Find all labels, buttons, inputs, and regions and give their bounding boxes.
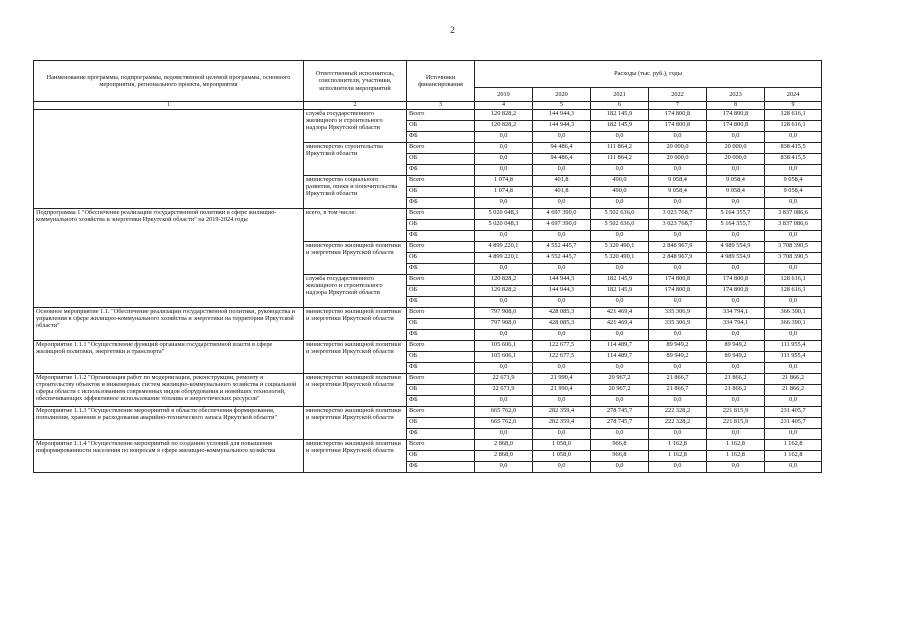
value-cell-2021: 111 864,2 <box>591 143 649 154</box>
value-cell-2024: 128 616,1 <box>765 110 822 121</box>
table-body <box>34 110 822 473</box>
value-cell-2019: 665 762,0 <box>475 418 533 429</box>
header-year: 2021 <box>591 88 649 102</box>
value-cell-2024: 128 616,1 <box>765 275 822 286</box>
value-cell-2021: 0,0 <box>591 297 649 308</box>
value-cell-2022: 174 800,8 <box>649 121 707 132</box>
value-cell-2022: 0,0 <box>649 264 707 275</box>
header-year: 2024 <box>765 88 822 102</box>
value-cell-2024: 111 955,4 <box>765 341 822 352</box>
value-cell-2019: 4 899 220,1 <box>475 253 533 264</box>
table-row <box>34 407 822 418</box>
value-cell-2021: 0,0 <box>591 429 649 440</box>
value-cell-2023: 9 058,4 <box>707 176 765 187</box>
value-cell-2022: 89 949,2 <box>649 352 707 363</box>
value-cell-2023: 0,0 <box>707 330 765 341</box>
value-cell-2023: 0,0 <box>707 198 765 209</box>
value-cell-2019: 1 074,8 <box>475 187 533 198</box>
value-cell-2019: 797 908,0 <box>475 319 533 330</box>
value-cell-2023: 334 794,1 <box>707 319 765 330</box>
value-cell-2024: 3 708 390,5 <box>765 253 822 264</box>
value-cell-2024: 3 837 086,6 <box>765 209 822 220</box>
value-cell-2020: 144 944,3 <box>533 275 591 286</box>
value-cell-2020: 94 486,4 <box>533 143 591 154</box>
page-number: 2 <box>450 25 455 35</box>
value-cell-2023: 4 989 554,9 <box>707 242 765 253</box>
value-cell-2023: 0,0 <box>707 429 765 440</box>
funding-source-cell: ОБ <box>407 220 475 231</box>
value-cell-2021: 421 469,4 <box>591 319 649 330</box>
value-cell-2021: 182 145,9 <box>591 286 649 297</box>
value-cell-2021: 5 320 490,1 <box>591 242 649 253</box>
value-cell-2020: 0,0 <box>533 297 591 308</box>
value-cell-2019: 5 020 048,3 <box>475 209 533 220</box>
value-cell-2021: 111 864,2 <box>591 154 649 165</box>
value-cell-2023: 20 000,0 <box>707 143 765 154</box>
executor-cell: министерство строительства Иркутской области <box>304 143 407 176</box>
value-cell-2019: 797 908,0 <box>475 308 533 319</box>
value-cell-2021: 182 145,9 <box>591 275 649 286</box>
value-cell-2022: 0,0 <box>649 231 707 242</box>
value-cell-2024: 128 616,1 <box>765 286 822 297</box>
column-number: 7 <box>649 102 707 110</box>
value-cell-2020: 4 552 445,7 <box>533 242 591 253</box>
funding-source-cell: ОБ <box>407 418 475 429</box>
funding-source-cell: Всего <box>407 341 475 352</box>
value-cell-2022: 20 000,0 <box>649 154 707 165</box>
funding-source-cell: Всего <box>407 308 475 319</box>
value-cell-2024: 128 616,1 <box>765 121 822 132</box>
funding-source-cell: Всего <box>407 275 475 286</box>
executor-cell: министерство жилищной политики и энергетики Иркутской области <box>304 341 407 374</box>
value-cell-2023: 0,0 <box>707 396 765 407</box>
value-cell-2019: 0,0 <box>475 143 533 154</box>
value-cell-2020: 1 058,0 <box>533 440 591 451</box>
value-cell-2020: 0,0 <box>533 396 591 407</box>
value-cell-2024: 9 058,4 <box>765 187 822 198</box>
value-cell-2020: 21 990,4 <box>533 385 591 396</box>
value-cell-2019: 5 020 048,3 <box>475 220 533 231</box>
value-cell-2021: 0,0 <box>591 165 649 176</box>
value-cell-2022: 0,0 <box>649 132 707 143</box>
value-cell-2023: 221 815,9 <box>707 418 765 429</box>
value-cell-2024: 366 390,1 <box>765 319 822 330</box>
value-cell-2024: 366 390,1 <box>765 308 822 319</box>
value-cell-2024: 3 708 390,5 <box>765 242 822 253</box>
value-cell-2019: 22 671,9 <box>475 385 533 396</box>
value-cell-2021: 20 967,2 <box>591 385 649 396</box>
value-cell-2019: 105 606,1 <box>475 352 533 363</box>
funding-source-cell: ФБ <box>407 363 475 374</box>
value-cell-2020: 0,0 <box>533 429 591 440</box>
value-cell-2023: 174 800,8 <box>707 275 765 286</box>
value-cell-2022: 222 328,2 <box>649 407 707 418</box>
table-header <box>34 61 822 110</box>
value-cell-2022: 9 058,4 <box>649 187 707 198</box>
value-cell-2024: 838 415,5 <box>765 143 822 154</box>
value-cell-2021: 0,0 <box>591 462 649 473</box>
header-name: Наименование программы, подпрограммы, ведомственной целевой программы, основного мероприятия, регионального проекта, мероприятия <box>34 61 304 102</box>
funding-source-cell: ОБ <box>407 253 475 264</box>
funding-source-cell: ФБ <box>407 297 475 308</box>
value-cell-2021: 114 489,7 <box>591 352 649 363</box>
value-cell-2019: 665 762,0 <box>475 407 533 418</box>
value-cell-2019: 120 828,2 <box>475 286 533 297</box>
value-cell-2023: 0,0 <box>707 132 765 143</box>
value-cell-2023: 0,0 <box>707 231 765 242</box>
value-cell-2024: 1 162,8 <box>765 451 822 462</box>
value-cell-2023: 5 164 355,7 <box>707 209 765 220</box>
value-cell-2019: 120 828,2 <box>475 121 533 132</box>
funding-source-cell: Всего <box>407 110 475 121</box>
header-year: 2022 <box>649 88 707 102</box>
budget-table <box>33 60 822 473</box>
value-cell-2023: 174 800,8 <box>707 286 765 297</box>
value-cell-2022: 89 949,2 <box>649 341 707 352</box>
funding-source-cell: Всего <box>407 209 475 220</box>
value-cell-2019: 120 828,2 <box>475 275 533 286</box>
value-cell-2021: 0,0 <box>591 132 649 143</box>
value-cell-2023: 21 866,2 <box>707 374 765 385</box>
funding-source-cell: Всего <box>407 143 475 154</box>
value-cell-2024: 111 955,4 <box>765 352 822 363</box>
value-cell-2024: 0,0 <box>765 231 822 242</box>
value-cell-2020: 401,8 <box>533 176 591 187</box>
value-cell-2021: 278 745,7 <box>591 407 649 418</box>
value-cell-2023: 89 949,2 <box>707 341 765 352</box>
executor-cell: министерство жилищной политики и энергетики Иркутской области <box>304 242 407 275</box>
value-cell-2020: 428 085,3 <box>533 308 591 319</box>
value-cell-2023: 0,0 <box>707 165 765 176</box>
value-cell-2020: 282 359,4 <box>533 418 591 429</box>
column-number: 6 <box>591 102 649 110</box>
table-row <box>34 341 822 352</box>
value-cell-2019: 0,0 <box>475 165 533 176</box>
table-row <box>34 374 822 385</box>
funding-source-cell: ФБ <box>407 231 475 242</box>
value-cell-2020: 4 697 390,0 <box>533 220 591 231</box>
value-cell-2022: 0,0 <box>649 297 707 308</box>
value-cell-2022: 335 306,9 <box>649 319 707 330</box>
column-number: 4 <box>475 102 533 110</box>
value-cell-2021: 0,0 <box>591 363 649 374</box>
value-cell-2024: 231 405,7 <box>765 418 822 429</box>
header-executor: Ответственный исполнитель, соисполнители, участники, исполнители мероприятий <box>304 61 407 102</box>
value-cell-2023: 9 058,4 <box>707 187 765 198</box>
funding-source-cell: ФБ <box>407 396 475 407</box>
value-cell-2022: 3 023 768,7 <box>649 220 707 231</box>
value-cell-2019: 0,0 <box>475 198 533 209</box>
value-cell-2023: 4 989 554,9 <box>707 253 765 264</box>
value-cell-2020: 0,0 <box>533 264 591 275</box>
value-cell-2024: 0,0 <box>765 396 822 407</box>
value-cell-2022: 174 800,8 <box>649 110 707 121</box>
value-cell-2024: 0,0 <box>765 462 822 473</box>
value-cell-2024: 0,0 <box>765 429 822 440</box>
value-cell-2024: 0,0 <box>765 297 822 308</box>
value-cell-2021: 5 502 636,0 <box>591 209 649 220</box>
value-cell-2020: 122 677,5 <box>533 341 591 352</box>
funding-source-cell: ФБ <box>407 132 475 143</box>
executor-cell: всего, в том числе: <box>304 209 407 242</box>
value-cell-2023: 334 794,1 <box>707 308 765 319</box>
value-cell-2022: 0,0 <box>649 363 707 374</box>
value-cell-2022: 174 800,8 <box>649 275 707 286</box>
value-cell-2021: 490,0 <box>591 176 649 187</box>
value-cell-2022: 9 058,4 <box>649 176 707 187</box>
value-cell-2022: 0,0 <box>649 198 707 209</box>
program-name-cell: Мероприятие 1.1.2 "Организация работ по модернизации, реконструкции, ремонту и строительству объектов и инженерных систем жилищно-коммунального хозяйства и социальной сферы области с использованием современных видов оборудования и новейших технологий, обеспечивающих эффективное использование топлива и энергетических ресурсов" <box>34 374 304 407</box>
column-number: 2 <box>304 102 407 110</box>
executor-cell: министерство жилищной политики и энергетики Иркутской области <box>304 308 407 341</box>
value-cell-2021: 490,0 <box>591 187 649 198</box>
table-row <box>34 110 822 121</box>
column-number: 9 <box>765 102 822 110</box>
value-cell-2024: 9 058,4 <box>765 176 822 187</box>
funding-source-cell: ОБ <box>407 319 475 330</box>
value-cell-2024: 0,0 <box>765 132 822 143</box>
value-cell-2023: 221 815,9 <box>707 407 765 418</box>
table-row <box>34 308 822 319</box>
value-cell-2023: 20 000,0 <box>707 154 765 165</box>
value-cell-2021: 20 967,2 <box>591 374 649 385</box>
column-number: 1 <box>34 102 304 110</box>
value-cell-2024: 231 405,7 <box>765 407 822 418</box>
value-cell-2021: 182 145,9 <box>591 110 649 121</box>
value-cell-2022: 2 848 967,9 <box>649 242 707 253</box>
value-cell-2022: 21 866,7 <box>649 374 707 385</box>
value-cell-2020: 0,0 <box>533 363 591 374</box>
value-cell-2022: 0,0 <box>649 165 707 176</box>
value-cell-2021: 0,0 <box>591 264 649 275</box>
value-cell-2023: 0,0 <box>707 264 765 275</box>
value-cell-2019: 0,0 <box>475 132 533 143</box>
funding-source-cell: ФБ <box>407 429 475 440</box>
value-cell-2019: 0,0 <box>475 330 533 341</box>
value-cell-2022: 222 328,2 <box>649 418 707 429</box>
value-cell-2022: 0,0 <box>649 330 707 341</box>
value-cell-2023: 1 162,8 <box>707 440 765 451</box>
value-cell-2022: 0,0 <box>649 462 707 473</box>
funding-source-cell: Всего <box>407 407 475 418</box>
value-cell-2019: 2 868,0 <box>475 440 533 451</box>
value-cell-2022: 0,0 <box>649 429 707 440</box>
value-cell-2024: 0,0 <box>765 363 822 374</box>
value-cell-2019: 0,0 <box>475 396 533 407</box>
value-cell-2021: 0,0 <box>591 231 649 242</box>
header-year: 2023 <box>707 88 765 102</box>
program-name-cell: Мероприятие 1.1.3 "Осуществление мероприятий в области обеспечения формирования, пополнения, хранения и расходования аварийно-технического запаса Иркутской области" <box>34 407 304 440</box>
value-cell-2023: 1 162,8 <box>707 451 765 462</box>
value-cell-2020: 1 058,0 <box>533 451 591 462</box>
value-cell-2023: 21 866,2 <box>707 385 765 396</box>
value-cell-2020: 401,8 <box>533 187 591 198</box>
value-cell-2021: 0,0 <box>591 330 649 341</box>
value-cell-2024: 0,0 <box>765 165 822 176</box>
funding-source-cell: ОБ <box>407 121 475 132</box>
funding-source-cell: ФБ <box>407 165 475 176</box>
value-cell-2022: 1 162,8 <box>649 440 707 451</box>
value-cell-2019: 22 671,9 <box>475 374 533 385</box>
value-cell-2022: 174 800,8 <box>649 286 707 297</box>
funding-source-cell: ФБ <box>407 198 475 209</box>
value-cell-2019: 1 074,8 <box>475 176 533 187</box>
table-row <box>34 440 822 451</box>
value-cell-2022: 335 306,9 <box>649 308 707 319</box>
column-number: 8 <box>707 102 765 110</box>
value-cell-2020: 282 359,4 <box>533 407 591 418</box>
value-cell-2022: 21 866,7 <box>649 385 707 396</box>
funding-source-cell: ФБ <box>407 264 475 275</box>
funding-source-cell: ОБ <box>407 385 475 396</box>
value-cell-2022: 2 848 967,9 <box>649 253 707 264</box>
funding-source-cell: ОБ <box>407 352 475 363</box>
funding-source-cell: ОБ <box>407 286 475 297</box>
value-cell-2024: 21 866,2 <box>765 385 822 396</box>
funding-source-cell: ОБ <box>407 187 475 198</box>
table-row <box>34 209 822 220</box>
value-cell-2020: 21 990,4 <box>533 374 591 385</box>
value-cell-2019: 0,0 <box>475 154 533 165</box>
value-cell-2021: 0,0 <box>591 198 649 209</box>
value-cell-2024: 0,0 <box>765 264 822 275</box>
executor-cell: министерство жилищной политики и энергетики Иркутской области <box>304 374 407 407</box>
value-cell-2019: 4 899 220,1 <box>475 242 533 253</box>
value-cell-2021: 278 745,7 <box>591 418 649 429</box>
value-cell-2022: 3 023 768,7 <box>649 209 707 220</box>
value-cell-2021: 966,8 <box>591 451 649 462</box>
value-cell-2019: 2 868,0 <box>475 451 533 462</box>
value-cell-2021: 5 320 490,1 <box>591 253 649 264</box>
program-name-cell: Основное мероприятие 1.1. "Обеспечение реализации государственной политики, руководства и управления в сфере жилищно-коммунального хозяйства и энергетики на территории Иркутской области" <box>34 308 304 341</box>
value-cell-2020: 428 085,3 <box>533 319 591 330</box>
value-cell-2019: 0,0 <box>475 363 533 374</box>
value-cell-2020: 4 552 445,7 <box>533 253 591 264</box>
funding-source-cell: Всего <box>407 440 475 451</box>
funding-source-cell: ФБ <box>407 330 475 341</box>
header-year: 2019 <box>475 88 533 102</box>
value-cell-2023: 89 949,2 <box>707 352 765 363</box>
value-cell-2023: 174 800,8 <box>707 121 765 132</box>
funding-source-cell: Всего <box>407 242 475 253</box>
value-cell-2023: 5 164 355,7 <box>707 220 765 231</box>
executor-cell: министерство жилищной политики и энергетики Иркутской области <box>304 440 407 473</box>
funding-source-cell: ФБ <box>407 462 475 473</box>
value-cell-2022: 1 162,8 <box>649 451 707 462</box>
value-cell-2024: 21 866,2 <box>765 374 822 385</box>
funding-source-cell: ОБ <box>407 154 475 165</box>
column-number: 3 <box>407 102 475 110</box>
value-cell-2021: 182 145,9 <box>591 121 649 132</box>
value-cell-2020: 0,0 <box>533 462 591 473</box>
value-cell-2020: 0,0 <box>533 330 591 341</box>
funding-source-cell: Всего <box>407 176 475 187</box>
value-cell-2020: 0,0 <box>533 132 591 143</box>
value-cell-2019: 120 828,2 <box>475 110 533 121</box>
value-cell-2020: 0,0 <box>533 165 591 176</box>
value-cell-2020: 122 677,5 <box>533 352 591 363</box>
value-cell-2023: 0,0 <box>707 363 765 374</box>
value-cell-2020: 0,0 <box>533 198 591 209</box>
value-cell-2020: 0,0 <box>533 231 591 242</box>
executor-cell: служба государственного жилищного и строительного надзора Иркутской области <box>304 110 407 143</box>
value-cell-2024: 3 837 086,6 <box>765 220 822 231</box>
value-cell-2021: 5 502 636,0 <box>591 220 649 231</box>
value-cell-2019: 0,0 <box>475 462 533 473</box>
value-cell-2023: 0,0 <box>707 462 765 473</box>
value-cell-2019: 0,0 <box>475 297 533 308</box>
value-cell-2019: 105 606,1 <box>475 341 533 352</box>
value-cell-2020: 144 944,3 <box>533 286 591 297</box>
value-cell-2021: 421 469,4 <box>591 308 649 319</box>
value-cell-2021: 0,0 <box>591 396 649 407</box>
value-cell-2020: 144 944,3 <box>533 110 591 121</box>
value-cell-2021: 114 489,7 <box>591 341 649 352</box>
value-cell-2020: 144 944,3 <box>533 121 591 132</box>
funding-source-cell: Всего <box>407 374 475 385</box>
value-cell-2019: 0,0 <box>475 231 533 242</box>
header-costs: Расходы (тыс. руб.), годы <box>475 61 822 88</box>
executor-cell: министерство социального развития, опеки и попечительства Иркутской области <box>304 176 407 209</box>
value-cell-2024: 0,0 <box>765 330 822 341</box>
program-name-cell: Мероприятие 1.1.4 "Осуществление мероприятий по созданию условий для повышения информированности населения по вопросам в сфере жилищно-коммунального хозяйства <box>34 440 304 473</box>
program-name-cell: Подпрограмма 1 "Обеспечение реализации государственной политики в сфере жилищно-коммунального хозяйства и энергетики Иркутской области" на 2019-2024 годы <box>34 209 304 308</box>
program-name-cell: Мероприятие 1.1.1 "Осуществление функций органами государственной власти в сфере жилищной политики, энергетики и транспорта" <box>34 341 304 374</box>
header-year: 2020 <box>533 88 591 102</box>
value-cell-2022: 0,0 <box>649 396 707 407</box>
value-cell-2023: 174 800,8 <box>707 110 765 121</box>
value-cell-2024: 1 162,8 <box>765 440 822 451</box>
value-cell-2024: 838 415,5 <box>765 154 822 165</box>
executor-cell: служба государственного жилищного и строительного надзора Иркутской области <box>304 275 407 308</box>
funding-source-cell: ОБ <box>407 451 475 462</box>
value-cell-2024: 0,0 <box>765 198 822 209</box>
value-cell-2020: 4 697 390,0 <box>533 209 591 220</box>
header-source: Источники финансирования <box>407 61 475 102</box>
column-number: 5 <box>533 102 591 110</box>
value-cell-2022: 20 000,0 <box>649 143 707 154</box>
value-cell-2019: 0,0 <box>475 429 533 440</box>
executor-cell: министерство жилищной политики и энергетики Иркутской области <box>304 407 407 440</box>
program-name-cell <box>34 110 304 209</box>
value-cell-2020: 94 486,4 <box>533 154 591 165</box>
value-cell-2023: 0,0 <box>707 297 765 308</box>
value-cell-2019: 0,0 <box>475 264 533 275</box>
value-cell-2021: 966,8 <box>591 440 649 451</box>
